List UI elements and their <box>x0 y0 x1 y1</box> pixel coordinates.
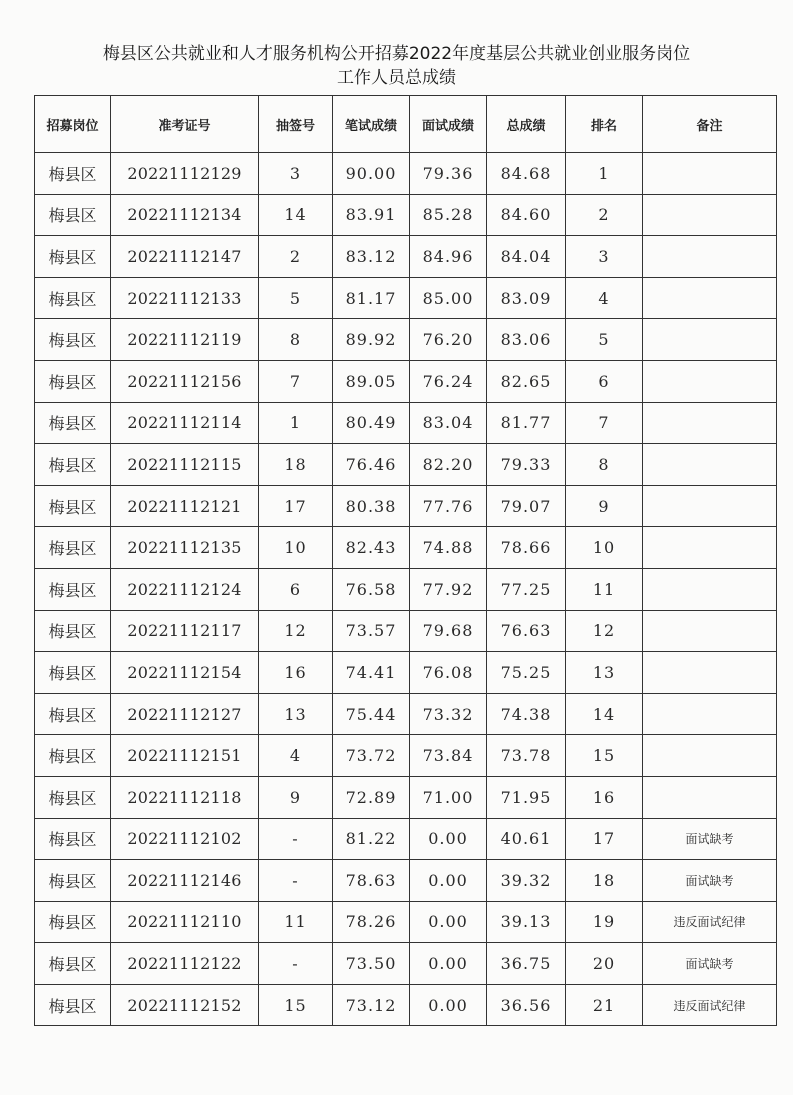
cell-remarks <box>643 735 777 777</box>
cell-draw-number: 4 <box>259 735 333 777</box>
table-row <box>35 818 777 860</box>
cell-total-score: 76.63 <box>487 610 566 652</box>
cell-exam-id: 20221112152 <box>111 984 259 1026</box>
cell-written-score: 80.49 <box>333 402 410 444</box>
table-row <box>35 236 777 278</box>
cell-exam-id: 20221112119 <box>111 319 259 361</box>
cell-remarks <box>643 610 777 652</box>
cell-position: 梅县区 <box>35 568 111 610</box>
cell-position: 梅县区 <box>35 444 111 486</box>
cell-exam-id: 20221112156 <box>111 360 259 402</box>
cell-exam-id: 20221112121 <box>111 485 259 527</box>
cell-rank: 14 <box>566 693 643 735</box>
cell-exam-id: 20221112118 <box>111 776 259 818</box>
cell-position: 梅县区 <box>35 818 111 860</box>
cell-total-score: 71.95 <box>487 776 566 818</box>
document-subtitle: 工作人员总成绩 <box>337 68 456 88</box>
table-row <box>35 610 777 652</box>
cell-draw-number: 14 <box>259 194 333 236</box>
cell-remarks <box>643 194 777 236</box>
table-header-row <box>35 96 777 153</box>
cell-exam-id: 20221112102 <box>111 818 259 860</box>
cell-total-score: 40.61 <box>487 818 566 860</box>
cell-written-score: 72.89 <box>333 776 410 818</box>
cell-written-score: 83.12 <box>333 236 410 278</box>
cell-total-score: 39.13 <box>487 901 566 943</box>
cell-written-score: 73.12 <box>333 984 410 1026</box>
cell-rank: 13 <box>566 652 643 694</box>
table-row <box>35 153 777 195</box>
cell-rank: 7 <box>566 402 643 444</box>
cell-position: 梅县区 <box>35 360 111 402</box>
cell-rank: 11 <box>566 568 643 610</box>
cell-rank: 18 <box>566 860 643 902</box>
cell-remarks <box>643 693 777 735</box>
cell-total-score: 84.60 <box>487 194 566 236</box>
header-exam-id: 准考证号 <box>111 96 259 153</box>
cell-interview-score: 77.92 <box>410 568 487 610</box>
cell-exam-id: 20221112151 <box>111 735 259 777</box>
cell-total-score: 79.33 <box>487 444 566 486</box>
cell-interview-score: 0.00 <box>410 818 487 860</box>
cell-position: 梅县区 <box>35 277 111 319</box>
cell-rank: 10 <box>566 527 643 569</box>
cell-written-score: 74.41 <box>333 652 410 694</box>
cell-draw-number: - <box>259 943 333 985</box>
cell-total-score: 73.78 <box>487 735 566 777</box>
cell-draw-number: 9 <box>259 776 333 818</box>
table-body <box>35 153 777 1026</box>
cell-position: 梅县区 <box>35 901 111 943</box>
table-row <box>35 319 777 361</box>
cell-interview-score: 85.28 <box>410 194 487 236</box>
cell-remarks <box>643 652 777 694</box>
cell-written-score: 83.91 <box>333 194 410 236</box>
cell-rank: 2 <box>566 194 643 236</box>
cell-written-score: 82.43 <box>333 527 410 569</box>
cell-total-score: 83.06 <box>487 319 566 361</box>
cell-total-score: 77.25 <box>487 568 566 610</box>
table-row <box>35 360 777 402</box>
cell-written-score: 73.57 <box>333 610 410 652</box>
cell-interview-score: 73.84 <box>410 735 487 777</box>
cell-exam-id: 20221112117 <box>111 610 259 652</box>
cell-total-score: 84.68 <box>487 153 566 195</box>
document-title: 梅县区公共就业和人才服务机构公开招募2022年度基层公共就业创业服务岗位 <box>102 44 691 64</box>
cell-remarks <box>643 153 777 195</box>
cell-interview-score: 73.32 <box>410 693 487 735</box>
cell-position: 梅县区 <box>35 652 111 694</box>
cell-draw-number: 3 <box>259 153 333 195</box>
header-rank: 排名 <box>566 96 643 153</box>
header-position: 招募岗位 <box>35 96 111 153</box>
cell-interview-score: 79.36 <box>410 153 487 195</box>
score-table <box>34 95 777 1026</box>
cell-total-score: 75.25 <box>487 652 566 694</box>
cell-rank: 9 <box>566 485 643 527</box>
table-row <box>35 568 777 610</box>
table-row <box>35 527 777 569</box>
cell-exam-id: 20221112124 <box>111 568 259 610</box>
cell-rank: 20 <box>566 943 643 985</box>
cell-written-score: 90.00 <box>333 153 410 195</box>
cell-position: 梅县区 <box>35 236 111 278</box>
cell-interview-score: 83.04 <box>410 402 487 444</box>
header-draw-number: 抽签号 <box>259 96 333 153</box>
cell-total-score: 84.04 <box>487 236 566 278</box>
cell-rank: 6 <box>566 360 643 402</box>
cell-exam-id: 20221112115 <box>111 444 259 486</box>
cell-total-score: 82.65 <box>487 360 566 402</box>
table-row <box>35 735 777 777</box>
cell-remarks: 面试缺考 <box>643 943 777 985</box>
table-row <box>35 444 777 486</box>
cell-remarks <box>643 568 777 610</box>
cell-exam-id: 20221112122 <box>111 943 259 985</box>
cell-position: 梅县区 <box>35 194 111 236</box>
cell-position: 梅县区 <box>35 735 111 777</box>
cell-interview-score: 0.00 <box>410 860 487 902</box>
cell-draw-number: 16 <box>259 652 333 694</box>
cell-rank: 21 <box>566 984 643 1026</box>
cell-remarks <box>643 277 777 319</box>
cell-total-score: 36.75 <box>487 943 566 985</box>
cell-interview-score: 79.68 <box>410 610 487 652</box>
cell-remarks: 违反面试纪律 <box>643 984 777 1026</box>
cell-remarks <box>643 527 777 569</box>
cell-exam-id: 20221112135 <box>111 527 259 569</box>
cell-written-score: 81.22 <box>333 818 410 860</box>
cell-remarks <box>643 402 777 444</box>
cell-total-score: 36.56 <box>487 984 566 1026</box>
cell-interview-score: 84.96 <box>410 236 487 278</box>
cell-draw-number: 18 <box>259 444 333 486</box>
cell-remarks <box>643 444 777 486</box>
cell-rank: 1 <box>566 153 643 195</box>
table-row <box>35 901 777 943</box>
cell-draw-number: 2 <box>259 236 333 278</box>
cell-draw-number: 13 <box>259 693 333 735</box>
cell-interview-score: 0.00 <box>410 943 487 985</box>
cell-total-score: 79.07 <box>487 485 566 527</box>
cell-position: 梅县区 <box>35 527 111 569</box>
cell-remarks <box>643 485 777 527</box>
table-row <box>35 860 777 902</box>
cell-interview-score: 76.24 <box>410 360 487 402</box>
cell-exam-id: 20221112127 <box>111 693 259 735</box>
cell-draw-number: 6 <box>259 568 333 610</box>
cell-interview-score: 74.88 <box>410 527 487 569</box>
cell-position: 梅县区 <box>35 319 111 361</box>
cell-written-score: 80.38 <box>333 485 410 527</box>
cell-written-score: 78.63 <box>333 860 410 902</box>
cell-position: 梅县区 <box>35 402 111 444</box>
cell-total-score: 39.32 <box>487 860 566 902</box>
cell-total-score: 78.66 <box>487 527 566 569</box>
cell-written-score: 81.17 <box>333 277 410 319</box>
cell-interview-score: 71.00 <box>410 776 487 818</box>
cell-written-score: 78.26 <box>333 901 410 943</box>
cell-draw-number: 5 <box>259 277 333 319</box>
cell-exam-id: 20221112114 <box>111 402 259 444</box>
cell-draw-number: 17 <box>259 485 333 527</box>
cell-position: 梅县区 <box>35 984 111 1026</box>
cell-remarks: 违反面试纪律 <box>643 901 777 943</box>
cell-position: 梅县区 <box>35 693 111 735</box>
table-row <box>35 402 777 444</box>
table-row <box>35 984 777 1026</box>
cell-written-score: 76.58 <box>333 568 410 610</box>
cell-rank: 19 <box>566 901 643 943</box>
cell-written-score: 73.50 <box>333 943 410 985</box>
cell-position: 梅县区 <box>35 485 111 527</box>
cell-rank: 17 <box>566 818 643 860</box>
cell-position: 梅县区 <box>35 776 111 818</box>
cell-rank: 3 <box>566 236 643 278</box>
table-row <box>35 776 777 818</box>
cell-interview-score: 0.00 <box>410 984 487 1026</box>
cell-draw-number: 15 <box>259 984 333 1026</box>
cell-draw-number: 12 <box>259 610 333 652</box>
cell-exam-id: 20221112110 <box>111 901 259 943</box>
cell-written-score: 73.72 <box>333 735 410 777</box>
table-row <box>35 652 777 694</box>
header-written-score: 笔试成绩 <box>333 96 410 153</box>
cell-draw-number: - <box>259 818 333 860</box>
cell-rank: 16 <box>566 776 643 818</box>
cell-position: 梅县区 <box>35 610 111 652</box>
cell-written-score: 75.44 <box>333 693 410 735</box>
cell-exam-id: 20221112146 <box>111 860 259 902</box>
cell-draw-number: - <box>259 860 333 902</box>
table-row <box>35 194 777 236</box>
cell-rank: 8 <box>566 444 643 486</box>
table-row <box>35 693 777 735</box>
cell-remarks: 面试缺考 <box>643 818 777 860</box>
cell-exam-id: 20221112154 <box>111 652 259 694</box>
cell-total-score: 83.09 <box>487 277 566 319</box>
cell-total-score: 81.77 <box>487 402 566 444</box>
cell-interview-score: 0.00 <box>410 901 487 943</box>
cell-draw-number: 11 <box>259 901 333 943</box>
cell-draw-number: 1 <box>259 402 333 444</box>
table-row <box>35 943 777 985</box>
cell-position: 梅县区 <box>35 943 111 985</box>
cell-draw-number: 7 <box>259 360 333 402</box>
cell-remarks <box>643 360 777 402</box>
cell-position: 梅县区 <box>35 860 111 902</box>
cell-exam-id: 20221112134 <box>111 194 259 236</box>
cell-position: 梅县区 <box>35 153 111 195</box>
cell-exam-id: 20221112147 <box>111 236 259 278</box>
cell-written-score: 89.92 <box>333 319 410 361</box>
cell-remarks <box>643 319 777 361</box>
cell-exam-id: 20221112133 <box>111 277 259 319</box>
cell-rank: 5 <box>566 319 643 361</box>
cell-draw-number: 10 <box>259 527 333 569</box>
cell-written-score: 76.46 <box>333 444 410 486</box>
cell-written-score: 89.05 <box>333 360 410 402</box>
cell-remarks: 面试缺考 <box>643 860 777 902</box>
table-row <box>35 485 777 527</box>
header-total-score: 总成绩 <box>487 96 566 153</box>
cell-rank: 15 <box>566 735 643 777</box>
cell-interview-score: 82.20 <box>410 444 487 486</box>
cell-exam-id: 20221112129 <box>111 153 259 195</box>
cell-interview-score: 76.20 <box>410 319 487 361</box>
cell-interview-score: 77.76 <box>410 485 487 527</box>
table-row <box>35 277 777 319</box>
header-interview-score: 面试成绩 <box>410 96 487 153</box>
cell-interview-score: 85.00 <box>410 277 487 319</box>
header-remarks: 备注 <box>643 96 777 153</box>
cell-remarks <box>643 236 777 278</box>
cell-interview-score: 76.08 <box>410 652 487 694</box>
cell-rank: 4 <box>566 277 643 319</box>
cell-remarks <box>643 776 777 818</box>
cell-total-score: 74.38 <box>487 693 566 735</box>
cell-draw-number: 8 <box>259 319 333 361</box>
cell-rank: 12 <box>566 610 643 652</box>
